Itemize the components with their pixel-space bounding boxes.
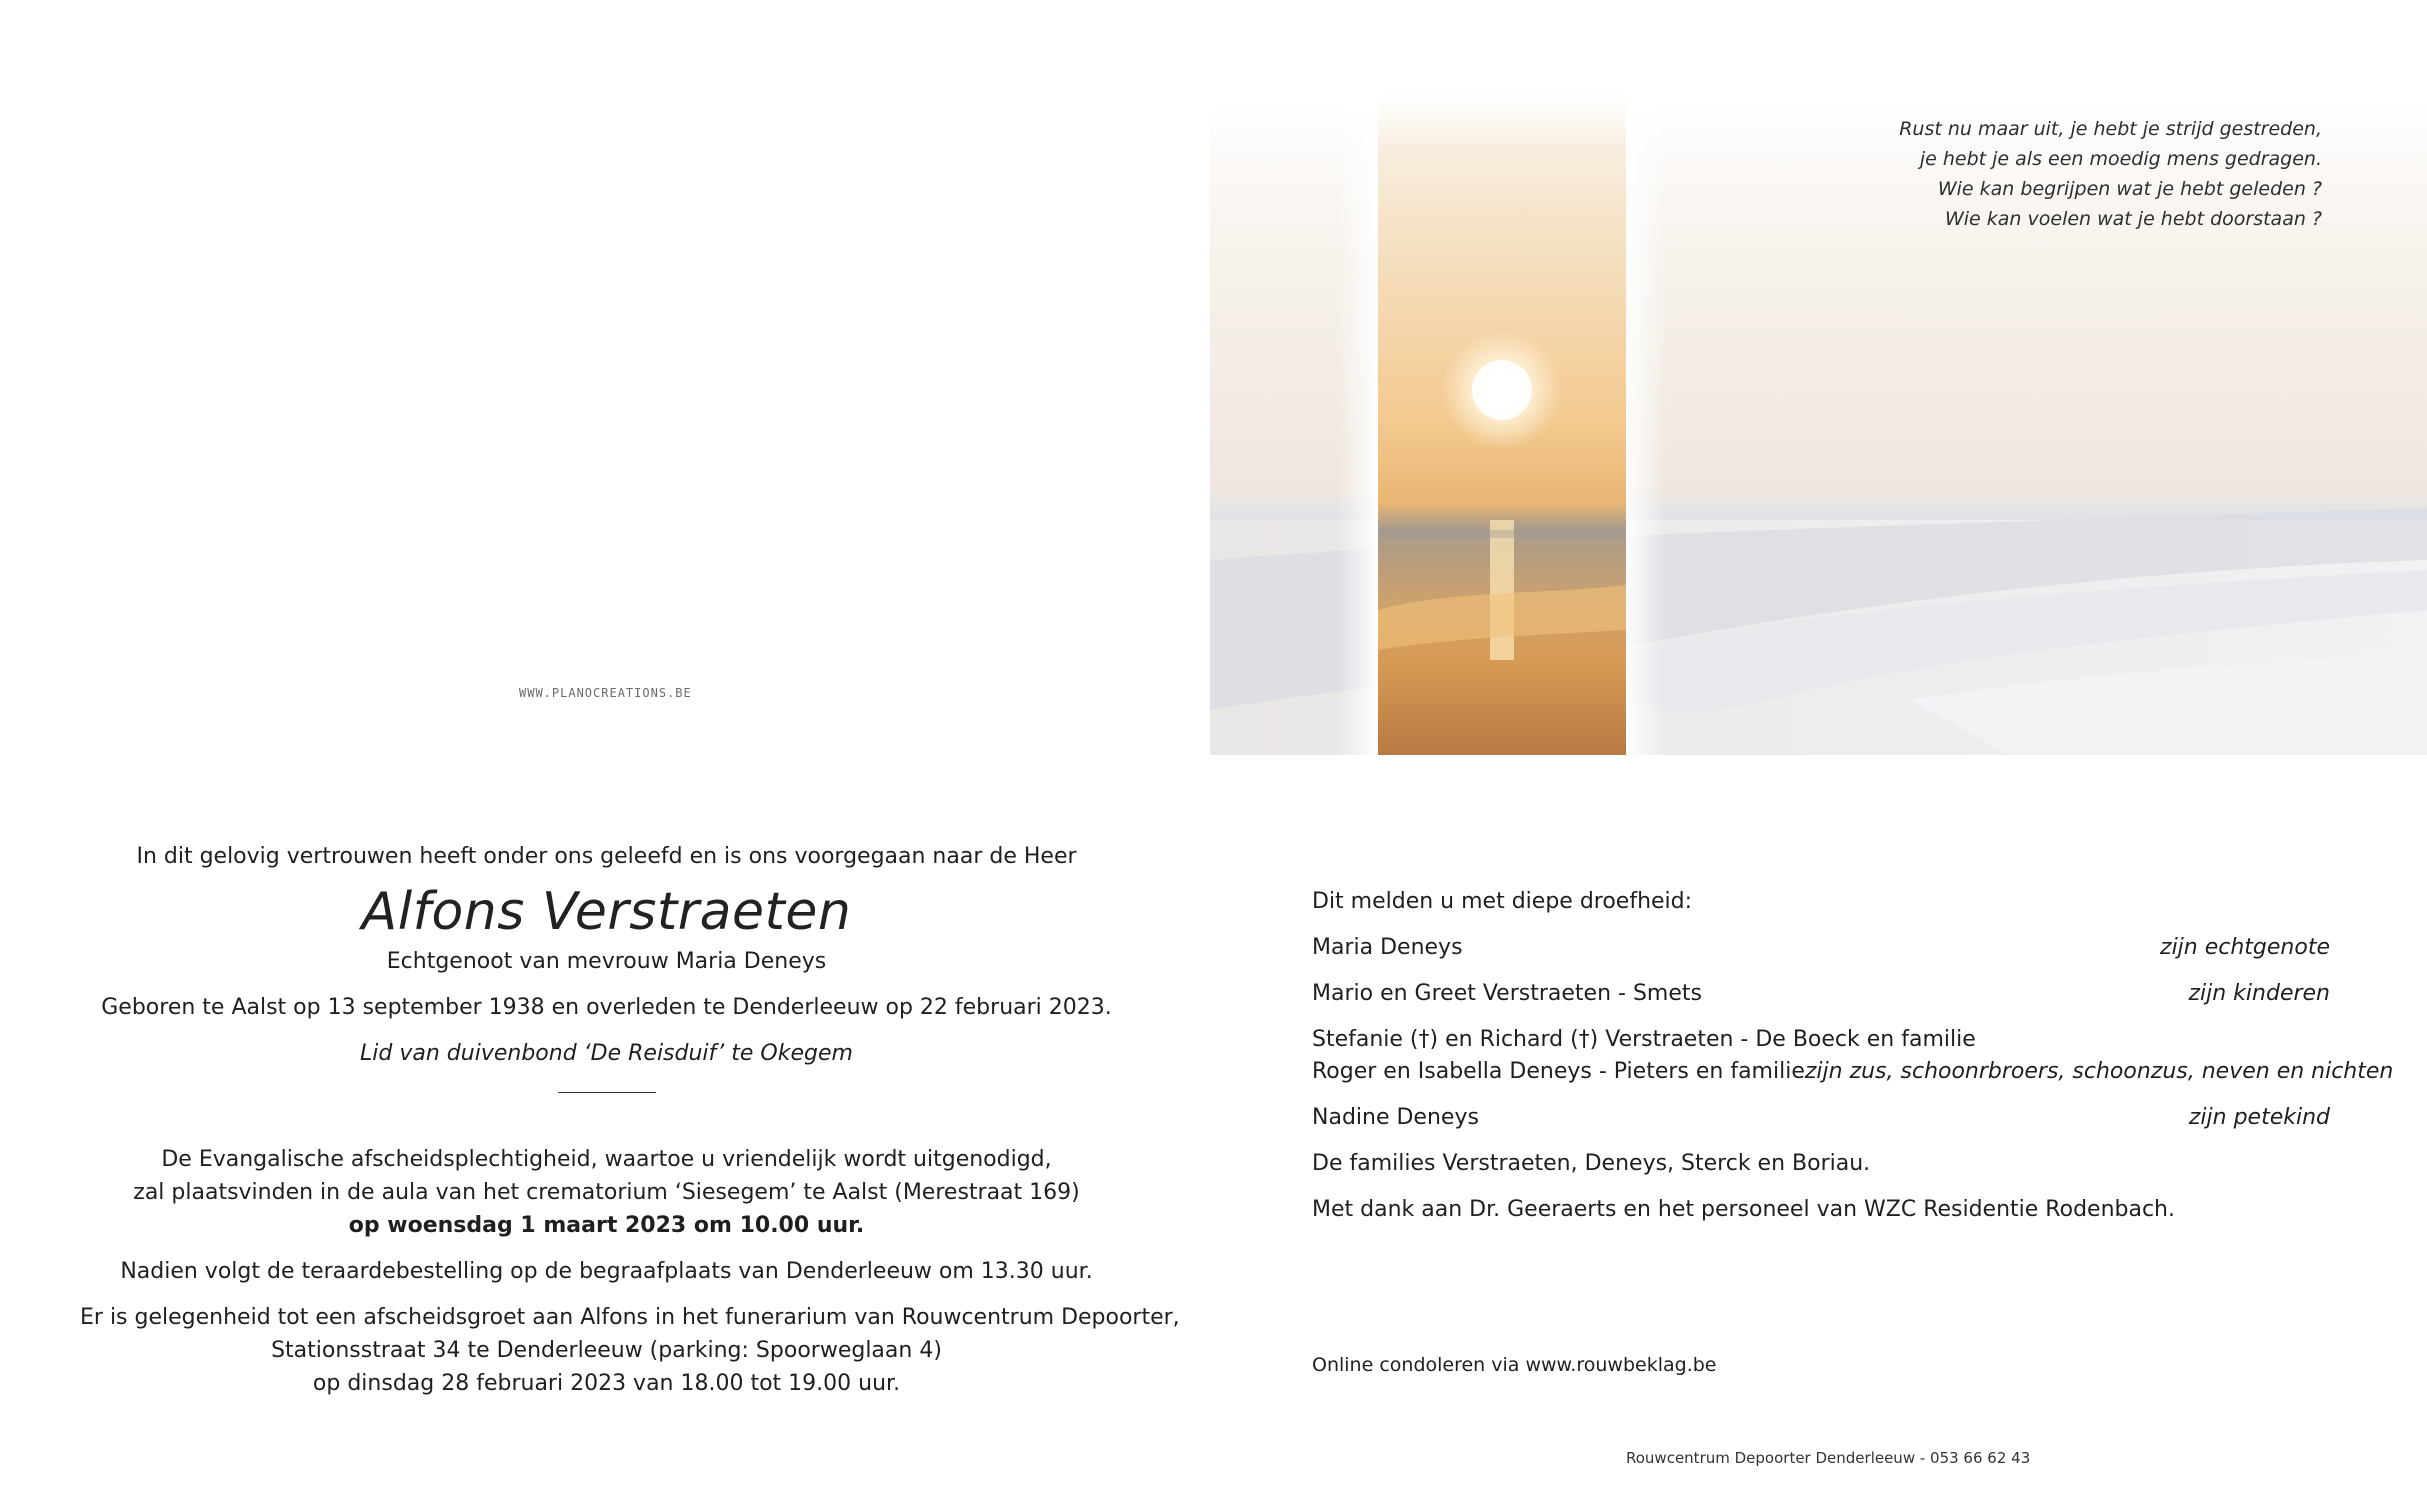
family-row [1312,1056,2394,1088]
poem [1899,114,2322,234]
farewell-line: Er is gelegenheid tot een afscheidsgroet aan Alfons in het funerarium van Rouwcentrum Depoorter, [80,1305,1180,1330]
spouse-text: Echtgenoot van mevrouw Maria Deneys [386,949,827,974]
family-relation: zijn petekind [2188,1105,2330,1130]
family-relation: zijn echtgenote [2160,935,2330,960]
farewell-line: Stationsstraat 34 te Denderleeuw (parking: Spoorweglaan 4) [271,1338,942,1363]
families-text: De families Verstraeten, Deneys, Sterck en Boriau. [1312,1151,1871,1176]
poem-line: Wie kan begrijpen wat je hebt geleden ? [1937,178,2322,200]
watermark-text: WWW.PLANOCREATIONS.BE [519,686,692,700]
family-relation: zijn zus, schoonrbroers, schoonzus, neven en nichten [1804,1059,2394,1084]
ceremony-line: De Evangalische afscheidsplechtigheid, waartoe u vriendelijk wordt uitgenodigd, [161,1147,1052,1172]
farewell-line: op dinsdag 28 februari 2023 van 18.00 tot 19.00 uur. [312,1371,901,1396]
ceremony-date: op woensdag 1 maart 2023 om 10.00 uur. [348,1213,865,1238]
family-names: Maria Deneys [1312,935,1463,960]
family-row [1312,1024,2330,1056]
burial-text: Nadien volgt de teraardebestelling op de begraafplaats van Denderleeuw om 13.30 uur. [120,1259,1093,1284]
family-names: Stefanie (†) en Richard (†) Verstraeten - De Boeck en familie [1312,1027,1976,1052]
family-names: Nadine Deneys [1312,1105,1479,1130]
announcement [80,840,1180,1400]
family-notice [1312,886,2394,1240]
thanks-text: Met dank aan Dr. Geeraerts en het personeel van WZC Residentie Rodenbach. [1312,1197,2175,1222]
family-names: Mario en Greet Verstraeten - Smets [1312,981,1702,1006]
intro-text: In dit gelovig vertrouwen heeft onder ons geleefd en is ons voorgegaan naar de Heer [136,844,1077,869]
ceremony-line: zal plaatsvinden in de aula van het crematorium ‘Siesegem’ te Aalst (Merestraat 169) [133,1180,1080,1205]
family-names: Roger en Isabella Deneys - Pieters en familie [1312,1059,1805,1084]
family-row [1312,932,2330,964]
divider [558,1092,656,1093]
family-intro: Dit melden u met diepe droefheid: [1312,889,1693,914]
online-condolence-text: Online condoleren via www.rouwbeklag.be [1312,1354,1717,1376]
poem-line: je hebt je als een moedig mens gedragen. [1919,148,2322,170]
poem-line: Wie kan voelen wat je hebt doorstaan ? [1944,208,2322,230]
family-row [1312,1102,2330,1134]
deceased-name: Alfons Verstraeten [361,882,852,942]
family-row [1312,978,2330,1010]
membership-text: Lid van duivenbond ‘De Reisduif’ te Okegem [360,1041,853,1066]
family-relation: zijn kinderen [2188,981,2330,1006]
born-died-text: Geboren te Aalst op 13 september 1938 en overleden te Denderleeuw op 22 februari 2023. [101,995,1112,1020]
poem-line: Rust nu maar uit, je hebt je strijd gestreden, [1899,118,2322,140]
footer-text: Rouwcentrum Depoorter Denderleeuw - 053 66 62 43 [1626,1449,2031,1467]
